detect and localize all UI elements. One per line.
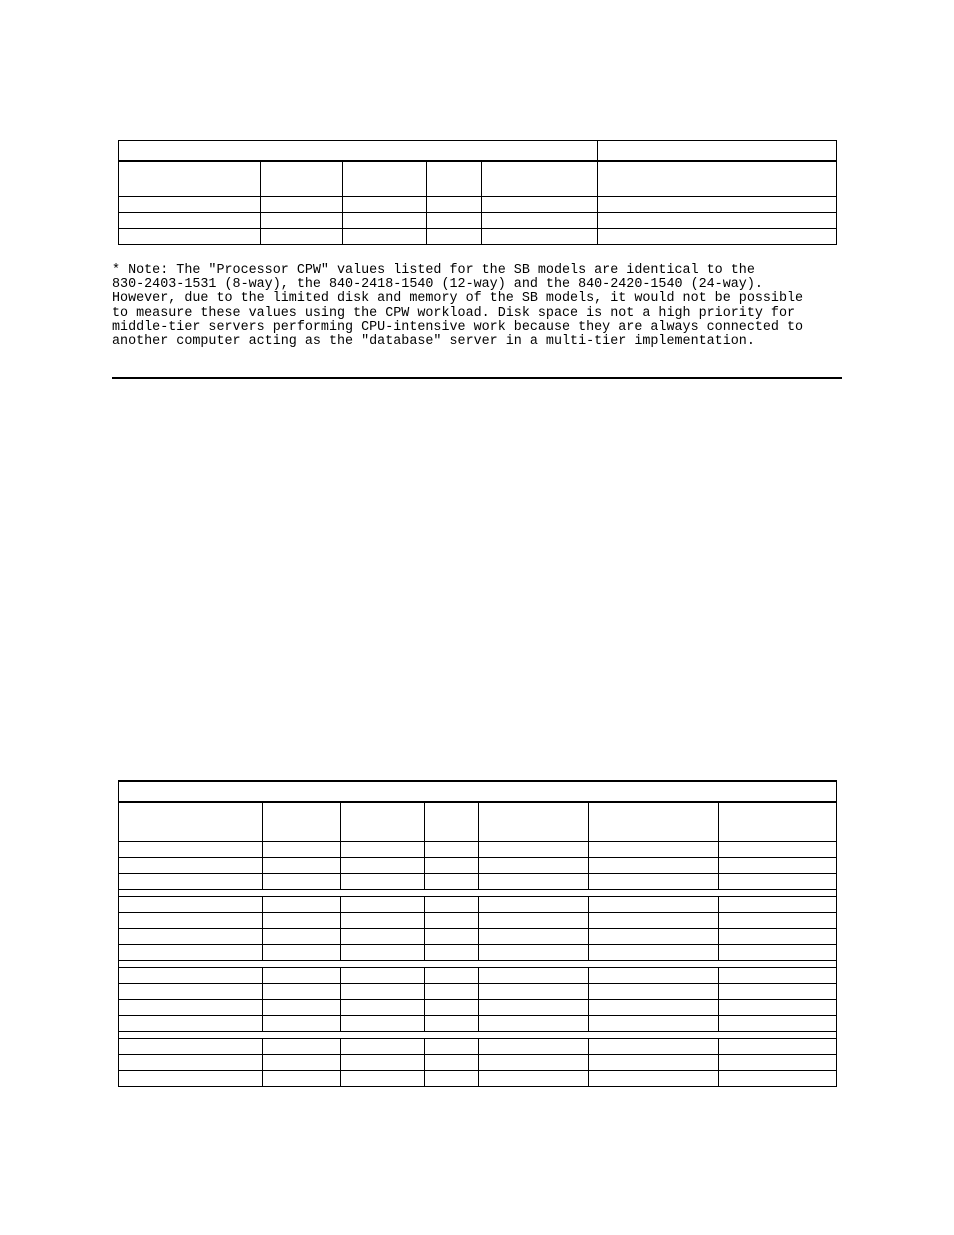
table-cell	[425, 1039, 479, 1055]
table-cell	[425, 929, 479, 945]
table-row	[119, 1016, 837, 1032]
table-cell	[479, 929, 589, 945]
table-cell	[425, 1016, 479, 1032]
table-cell	[589, 1016, 719, 1032]
table-cell	[479, 945, 589, 961]
table-cell	[341, 945, 425, 961]
table-row	[119, 1055, 837, 1071]
table-row	[119, 858, 837, 874]
table-cell	[341, 897, 425, 913]
table-cell	[119, 929, 263, 945]
table-cell	[341, 874, 425, 890]
table-row	[119, 842, 837, 858]
note-line: to measure these values using the CPW workload. Disk space is not a high priority for	[112, 305, 796, 321]
table-cell	[341, 1000, 425, 1016]
sb-models-table	[118, 140, 837, 245]
table-cell	[341, 1071, 425, 1087]
table-cell	[719, 858, 837, 874]
table-cell	[425, 984, 479, 1000]
table-cell	[425, 842, 479, 858]
table-cell	[119, 1055, 263, 1071]
table-cell	[119, 229, 261, 245]
table-cell	[589, 984, 719, 1000]
table-cell	[341, 1039, 425, 1055]
table-header-cell	[719, 802, 837, 842]
table-title-row	[119, 781, 837, 802]
note-line: 830-2403-1531 (8-way), the 840-2418-1540 (12-way) and the 840-2420-1540 (24-way).	[112, 277, 763, 293]
table-group-header-row	[119, 141, 837, 162]
table-cell	[719, 945, 837, 961]
models-grid-table	[118, 780, 837, 1087]
table-header-row	[119, 802, 837, 842]
table-cell	[263, 913, 341, 929]
table-cell	[479, 874, 589, 890]
table-cell	[341, 913, 425, 929]
table-cell	[263, 968, 341, 984]
table-cell	[479, 1071, 589, 1087]
table-cell	[589, 897, 719, 913]
table-cell	[598, 229, 837, 245]
table-cell	[341, 929, 425, 945]
sb-models-note	[112, 264, 842, 349]
table-group-separator	[119, 961, 837, 968]
table-cell	[343, 229, 427, 245]
table-row	[119, 984, 837, 1000]
table-cell	[263, 842, 341, 858]
table-cell	[263, 945, 341, 961]
table-cell	[719, 1000, 837, 1016]
table-header-cell	[341, 802, 425, 842]
table-cell	[589, 874, 719, 890]
table-cell	[425, 1071, 479, 1087]
table-cell	[263, 858, 341, 874]
table-cell	[119, 1039, 263, 1055]
table-row	[119, 197, 837, 213]
table-header-cell	[343, 161, 427, 197]
table-cell	[119, 858, 263, 874]
table-cell	[719, 1071, 837, 1087]
table-cell	[425, 1000, 479, 1016]
section-divider	[112, 377, 842, 379]
table-cell	[719, 913, 837, 929]
table-cell	[263, 984, 341, 1000]
table-cell	[589, 913, 719, 929]
table-cell	[719, 1055, 837, 1071]
table-cell	[589, 929, 719, 945]
table-cell	[119, 897, 263, 913]
table-cell	[482, 229, 598, 245]
table-cell	[589, 858, 719, 874]
table-cell	[589, 1055, 719, 1071]
table-cell	[425, 913, 479, 929]
table-cell	[482, 213, 598, 229]
table-row	[119, 1071, 837, 1087]
table-cell	[425, 968, 479, 984]
table-cell	[263, 1039, 341, 1055]
table-cell	[427, 197, 482, 213]
note-line: middle-tier servers performing CPU-intensive work because they are always connected to	[112, 319, 804, 335]
separator-cell	[119, 1032, 837, 1039]
table-cell	[589, 1071, 719, 1087]
table-cell	[479, 1016, 589, 1032]
table-header-cell	[589, 802, 719, 842]
table-header-cell	[263, 802, 341, 842]
table-cell	[119, 197, 261, 213]
table-row	[119, 968, 837, 984]
table-cell	[263, 897, 341, 913]
table-cell	[119, 968, 263, 984]
table-cell	[719, 1016, 837, 1032]
table-cell	[261, 229, 343, 245]
table-cell	[119, 842, 263, 858]
table-cell	[341, 968, 425, 984]
table-row	[119, 897, 837, 913]
table-cell	[341, 1055, 425, 1071]
table-cell	[479, 984, 589, 1000]
table-group-separator	[119, 1032, 837, 1039]
table-header-cell	[482, 161, 598, 197]
table-row	[119, 1039, 837, 1055]
table-cell	[589, 1000, 719, 1016]
table-cell	[719, 874, 837, 890]
table-group-separator	[119, 890, 837, 897]
table-cell	[719, 984, 837, 1000]
table-cell	[119, 874, 263, 890]
table-cell	[341, 1016, 425, 1032]
table-cell	[427, 213, 482, 229]
table-cell	[119, 984, 263, 1000]
table-header-cell	[119, 161, 261, 197]
table-cell	[263, 1016, 341, 1032]
separator-cell	[119, 890, 837, 897]
table-cell	[119, 1000, 263, 1016]
table-cell	[589, 945, 719, 961]
table-header-cell	[119, 802, 263, 842]
table-row	[119, 913, 837, 929]
table-title-cell	[119, 781, 837, 802]
table-row	[119, 229, 837, 245]
table-cell	[341, 842, 425, 858]
table-row	[119, 874, 837, 890]
table-cell	[482, 197, 598, 213]
table-cell	[479, 858, 589, 874]
table-row	[119, 213, 837, 229]
table-header-cell	[479, 802, 589, 842]
table-cell	[343, 213, 427, 229]
table-cell	[425, 945, 479, 961]
table-group-header-cell	[598, 141, 837, 162]
table-cell	[263, 929, 341, 945]
note-line: another computer acting as the "database" server in a multi-tier implementation.	[112, 334, 755, 350]
table-row	[119, 1000, 837, 1016]
table-header-cell	[261, 161, 343, 197]
table-cell	[119, 1016, 263, 1032]
table-cell	[263, 1071, 341, 1087]
table-cell	[598, 213, 837, 229]
table-cell	[479, 1039, 589, 1055]
table-cell	[341, 858, 425, 874]
table-group-header-cell	[119, 141, 598, 162]
separator-cell	[119, 961, 837, 968]
table-cell	[589, 842, 719, 858]
table-cell	[119, 945, 263, 961]
table-cell	[479, 1055, 589, 1071]
table-row	[119, 929, 837, 945]
table-cell	[719, 929, 837, 945]
table-header-row	[119, 161, 837, 197]
table-cell	[598, 197, 837, 213]
table-cell	[589, 968, 719, 984]
table-cell	[119, 913, 263, 929]
table-cell	[119, 213, 261, 229]
table-cell	[425, 897, 479, 913]
table-cell	[261, 197, 343, 213]
table-cell	[263, 1055, 341, 1071]
table-cell	[719, 897, 837, 913]
table-cell	[425, 874, 479, 890]
table-row	[119, 945, 837, 961]
table-cell	[479, 968, 589, 984]
table-cell	[719, 842, 837, 858]
table-cell	[479, 842, 589, 858]
table-header-cell	[425, 802, 479, 842]
table-cell	[719, 968, 837, 984]
table-cell	[425, 1055, 479, 1071]
table-cell	[343, 197, 427, 213]
table-cell	[479, 897, 589, 913]
table-header-cell	[598, 161, 837, 197]
note-line: However, due to the limited disk and memory of the SB models, it would not be possible	[112, 291, 804, 307]
table-cell	[479, 913, 589, 929]
table-cell	[341, 984, 425, 1000]
table-cell	[719, 1039, 837, 1055]
table-cell	[119, 1071, 263, 1087]
note-line: * Note: The "Processor CPW" values listed for the SB models are identical to the	[112, 263, 755, 278]
table-cell	[263, 1000, 341, 1016]
table-cell	[425, 858, 479, 874]
table-cell	[261, 213, 343, 229]
table-cell	[479, 1000, 589, 1016]
table-header-cell	[427, 161, 482, 197]
table-cell	[427, 229, 482, 245]
table-cell	[589, 1039, 719, 1055]
table-cell	[263, 874, 341, 890]
